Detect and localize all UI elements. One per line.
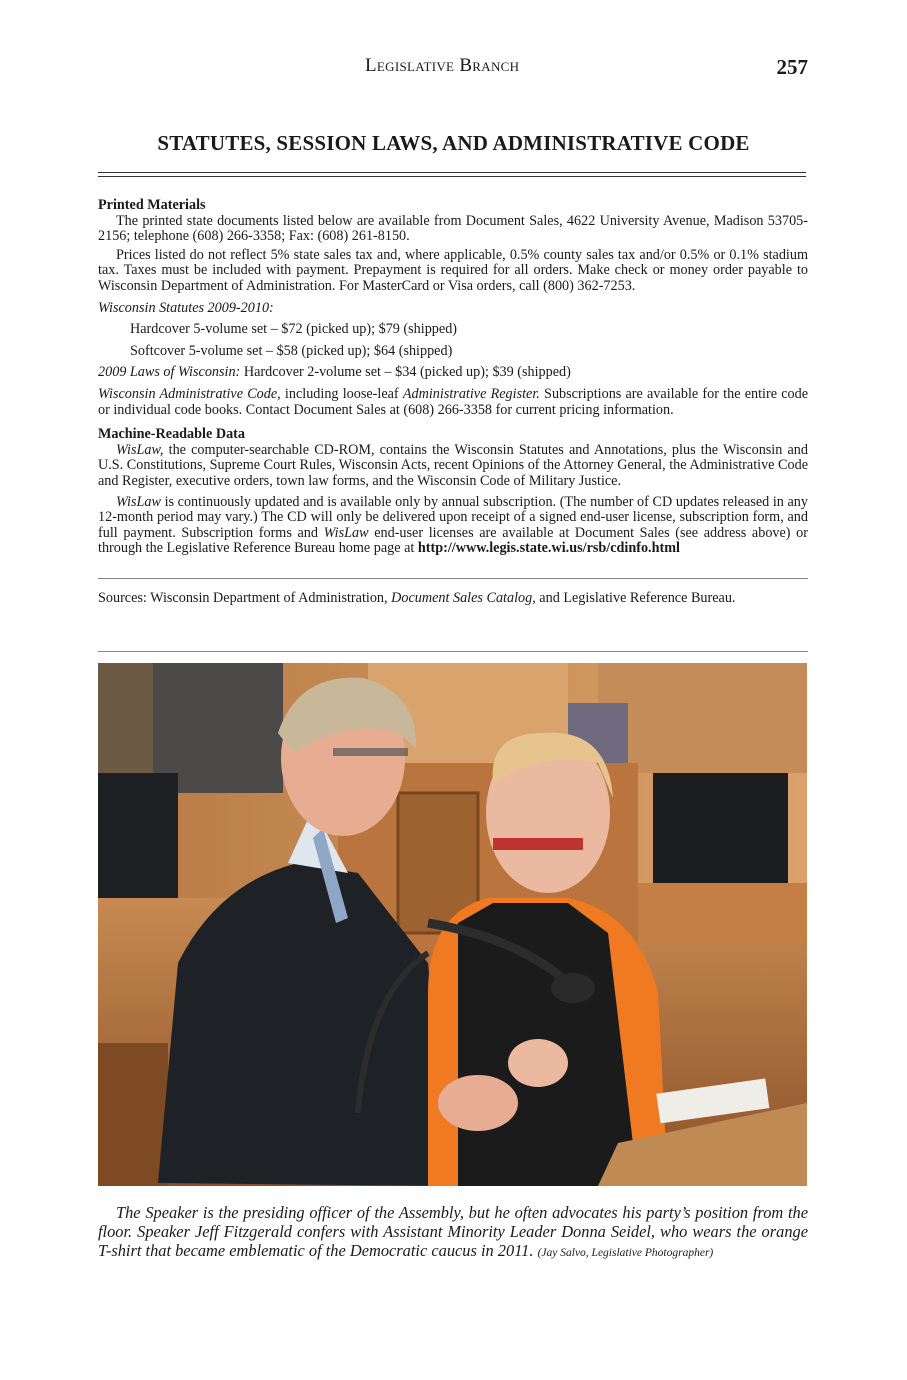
laws-label: 2009 Laws of Wisconsin: (98, 364, 241, 381)
statutes-label-text: Wisconsin Statutes 2009-2010: (98, 299, 274, 316)
running-header: Legislative Branch (365, 55, 520, 76)
cdinfo-link[interactable]: http://www.legis.state.wi.us/rsb/cdinfo.html (417, 540, 680, 557)
wislaw-text-2b: end-user licenses are available at Document Sales (see address above) or through the Legislative Reference Bureau home page at (98, 524, 808, 557)
admin-register-label: Administrative Register. (402, 385, 540, 402)
admin-code-rest: Subscriptions are available for the entire code or individual code books. Contact Document Sales at (608) 266-3358 for current pricing information. (98, 385, 808, 418)
sources-rule (98, 578, 808, 579)
printed-materials-heading: Printed Materials (98, 197, 206, 213)
admin-code-label: Wisconsin Administrative Code, (98, 385, 281, 402)
main-content (98, 198, 808, 557)
assembly-photo-illustration (98, 663, 807, 1186)
sources-line (98, 590, 808, 607)
title-double-rule (98, 172, 806, 177)
caption-text: The Speaker is the presiding officer of the Assembly, but he often advocates his party’s position from the floor. Speaker Jeff Fitzgerald confers with Assistant Minority Leader Donna Seidel, who wears the orange T-shirt that became emblematic of the Democratic caucus in 2011. (98, 1203, 808, 1260)
printed-paragraph-1: The printed state documents listed below are available from Document Sales, 4622 University Avenue, Madison 53705-2156; telephone (608) 266-3358; Fax: (608) 261-8150. (98, 212, 808, 245)
photo-credit: (Jay Salvo, Legislative Photographer) (537, 1247, 714, 1259)
sources-suffix: and Legislative Reference Bureau. (535, 590, 736, 606)
page-number: 257 (776, 55, 808, 79)
printed-paragraph-2: Prices listed do not reflect 5% state sales tax and, where applicable, 0.5% county sales tax and/or 0.5% or 0.1% stadium tax. Taxes must be included with payment. Prepayment is required for all orders. Make check or money order payable to Wisconsin Department of Administration. For MasterCard or Visa orders, call (800) 362-7253. (98, 246, 808, 294)
wislaw-paragraph-1 (98, 443, 808, 490)
photo-top-rule (98, 651, 808, 652)
laws-line (98, 365, 808, 381)
photo-caption (98, 1203, 808, 1263)
assembly-photo (98, 663, 807, 1186)
softcover-item: Softcover 5-volume set – $58 (picked up); $64 (shipped) (130, 342, 453, 359)
wislaw-label-2: WisLaw (116, 493, 161, 510)
page-title: STATUTES, SESSION LAWS, AND ADMINISTRATIVE CODE (157, 131, 750, 155)
laws-text: Hardcover 2-volume set – $34 (picked up); $39 (shipped) (240, 364, 571, 381)
wislaw-text-1: the computer-searchable CD-ROM, contains the Wisconsin Statutes and Annotations, plus the Wisconsin and U.S. Constitutions, Supreme Court Rules, Wisconsin Acts, recent Opinions of the Attorney General, the Administrative Code and Register, executive orders, town law forms, and the Wisconsin Code of Military Justice. (98, 441, 808, 489)
admin-code-paragraph (98, 387, 808, 418)
wislaw-label-3: WisLaw (323, 524, 369, 541)
statutes-label (98, 301, 808, 317)
machine-readable-heading: Machine-Readable Data (98, 426, 245, 443)
sources-prefix: Sources: Wisconsin Department of Administration, (98, 590, 392, 606)
sources-catalog: Document Sales Catalog, (391, 590, 536, 606)
wislaw-label-1: WisLaw, (116, 441, 164, 458)
hardcover-item: Hardcover 5-volume set – $72 (picked up); $79 (shipped) (130, 321, 458, 338)
wislaw-text-2a: is continuously updated and is available only by annual subscription. (The number of CD updates released in any 12-month period may vary.) The CD will only be delivered upon receipt of a signed end-user license, subscription form, and full payment. Subscription forms and (98, 493, 808, 541)
admin-code-mid: including loose-leaf (280, 385, 403, 402)
wislaw-paragraph-2 (98, 495, 808, 557)
